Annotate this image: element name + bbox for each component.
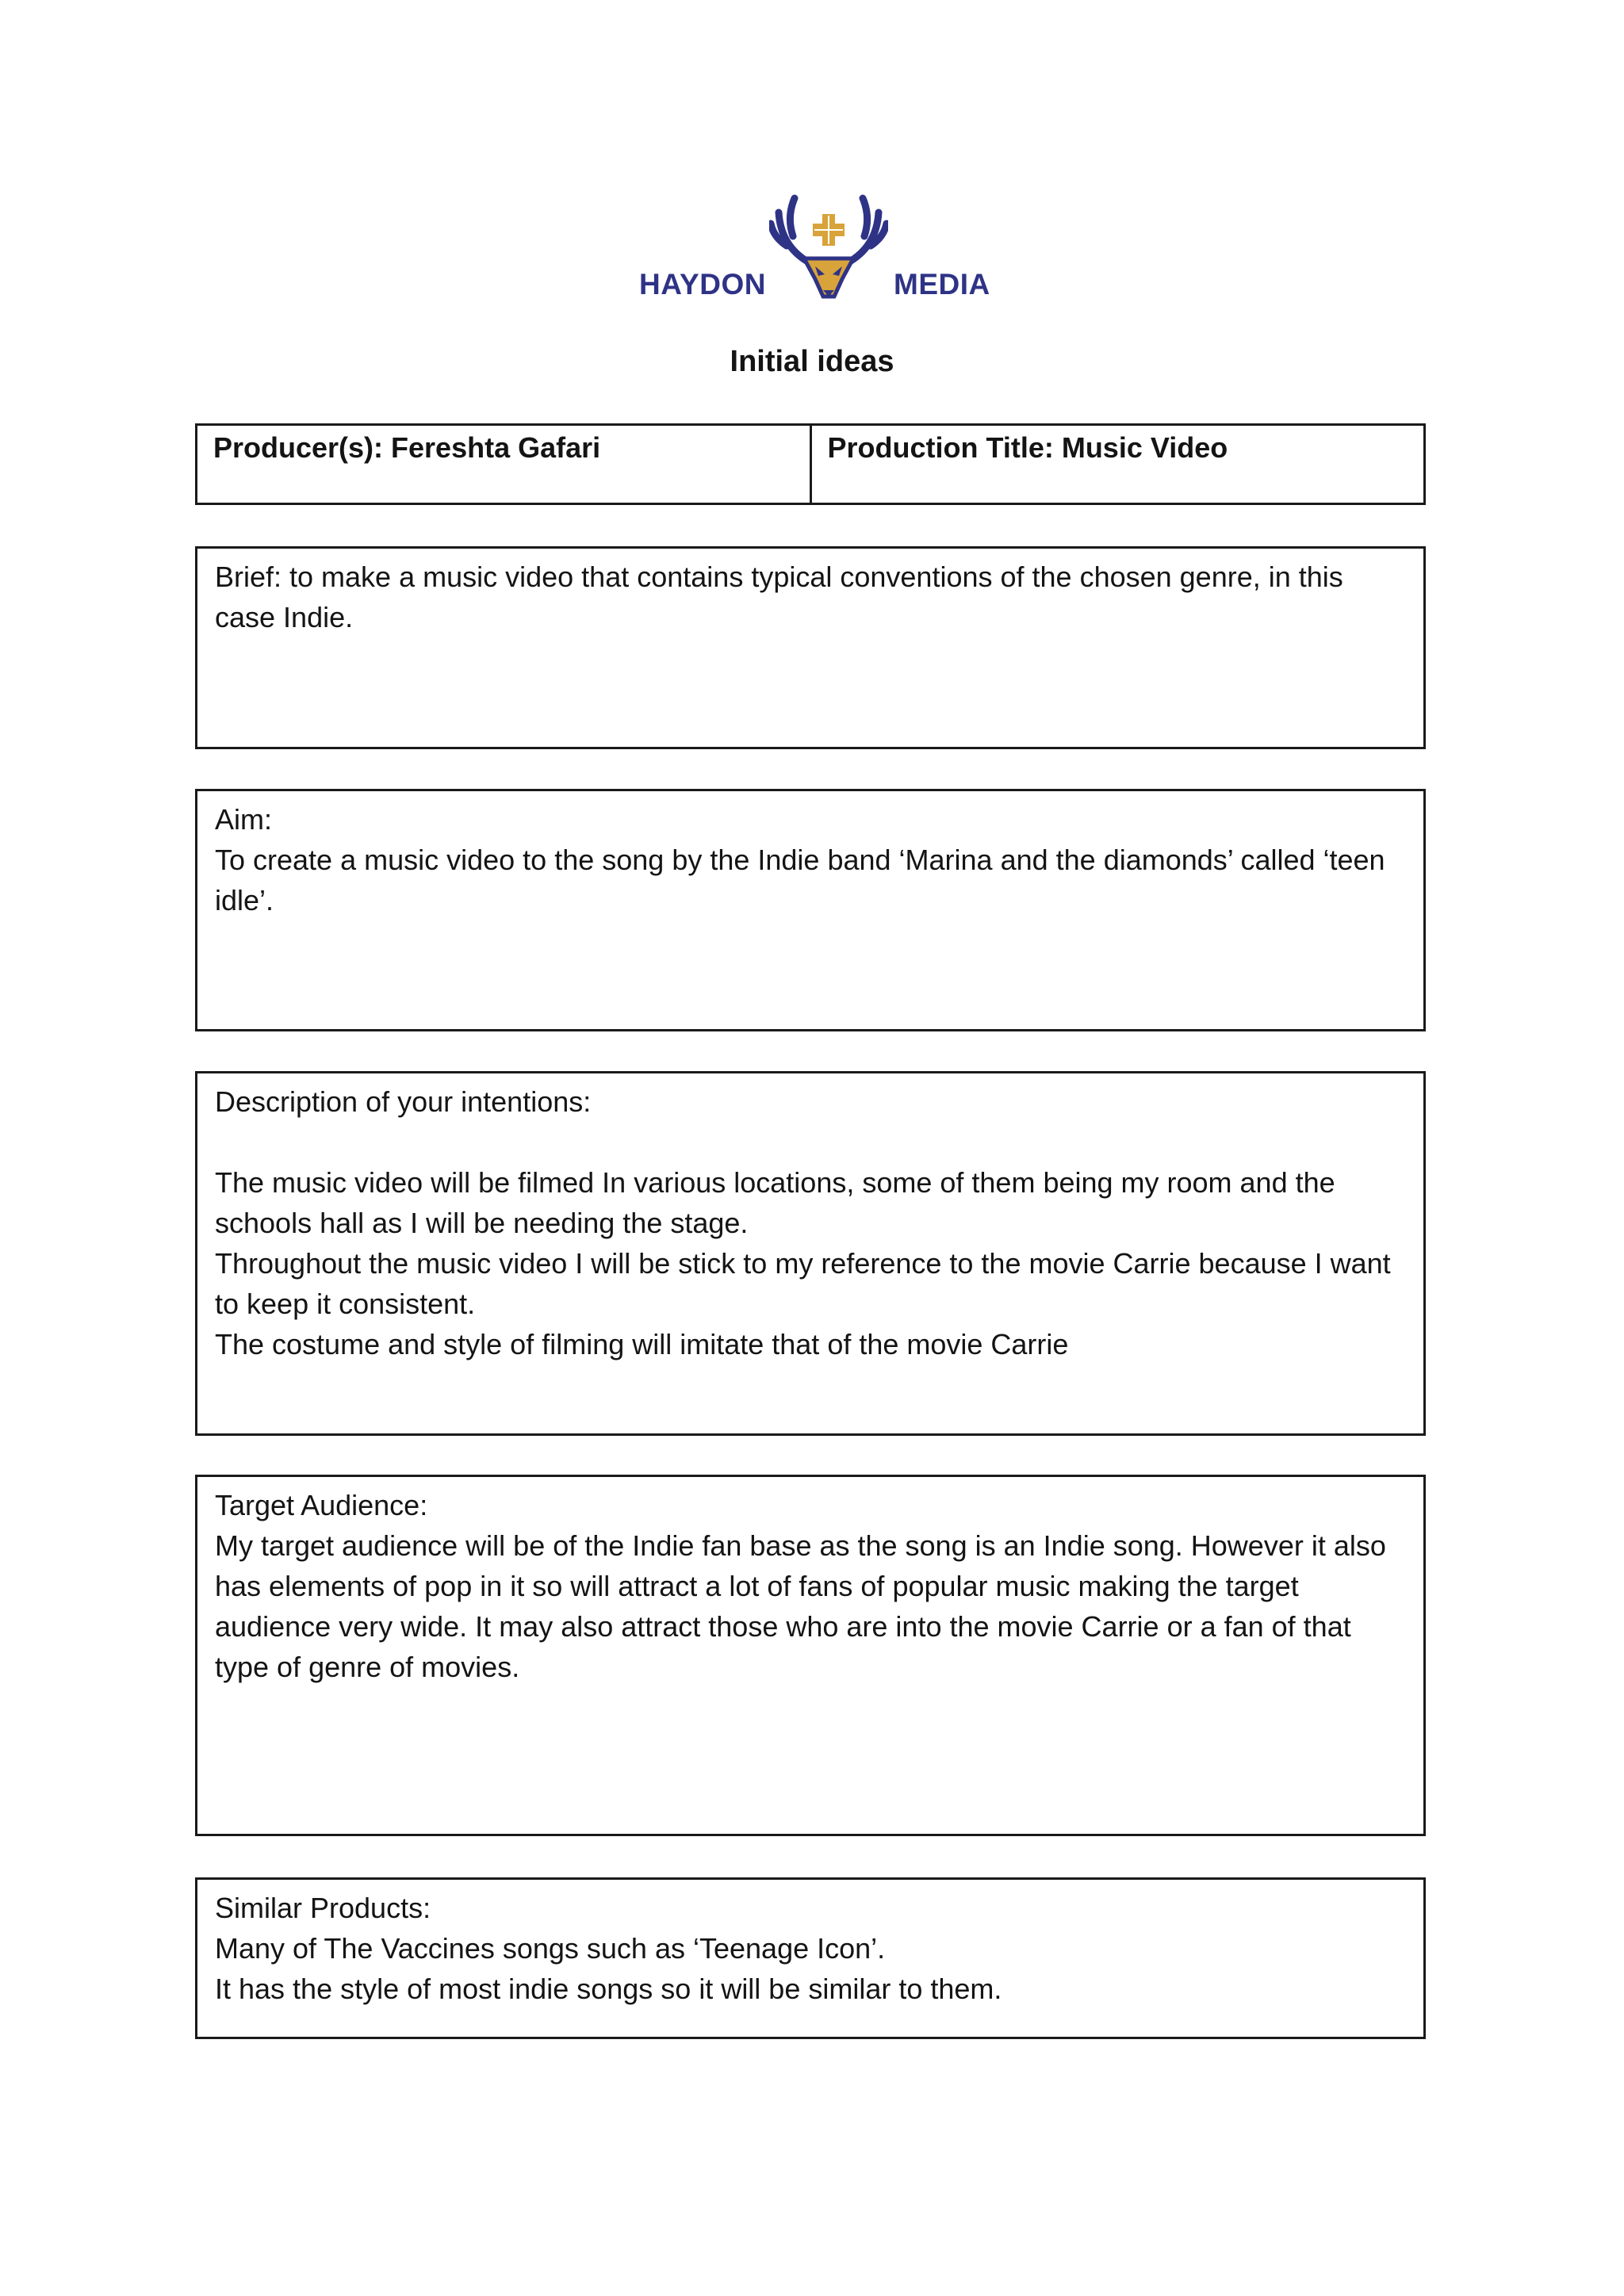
intentions-paragraph: The costume and style of filming will imitate that of the movie Carrie: [215, 1328, 1069, 1360]
producer-title-table: [195, 423, 1426, 505]
brand-name-right: MEDIA: [894, 268, 990, 300]
page-title: Initial ideas: [730, 345, 894, 378]
intentions-section: [195, 1071, 1426, 1436]
production-title-cell: Production Title: Music Video: [810, 426, 1424, 503]
target-audience-section: [195, 1475, 1426, 1836]
audience-text: My target audience will be of the Indie fan base as the song is an Indie song. However it also has elements of pop in it so will attract a lot of fans of popular music making the target audience very wide. It may also attract those who are into the movie Carrie or a fan of that type of genre of movies.: [215, 1529, 1386, 1683]
audience-heading: Target Audience:: [215, 1489, 428, 1521]
similar-heading: Similar Products:: [215, 1892, 431, 1924]
brief-text: Brief: to make a music video that contains typical conventions of the chosen genre, in this case Indie.: [215, 561, 1343, 633]
aim-heading: Aim:: [215, 803, 272, 836]
intentions-heading: Description of your intentions:: [215, 1085, 592, 1118]
similar-products-section: [195, 1877, 1426, 2039]
intentions-paragraph: The music video will be filmed In various locations, some of them being my room and the schools hall as I will be needing the stage.: [215, 1166, 1335, 1239]
brand-name-left: HAYDON: [639, 268, 766, 300]
similar-line: Many of The Vaccines songs such as ‘Teenage Icon’.: [215, 1932, 886, 1965]
intentions-paragraph: Throughout the music video I will be stick to my reference to the movie Carrie because I want to keep it consistent.: [215, 1247, 1391, 1320]
page-header: [0, 190, 1624, 317]
stag-head-crest-icon: [769, 190, 888, 301]
aim-section: [195, 789, 1426, 1031]
brief-section: [195, 546, 1426, 749]
producer-cell: Producer(s): Fereshta Gafari: [213, 431, 601, 464]
similar-line: It has the style of most indie songs so it will be similar to them.: [215, 1973, 1002, 2005]
aim-text: To create a music video to the song by the Indie band ‘Marina and the diamonds’ called ‘teen idle’.: [215, 844, 1385, 916]
